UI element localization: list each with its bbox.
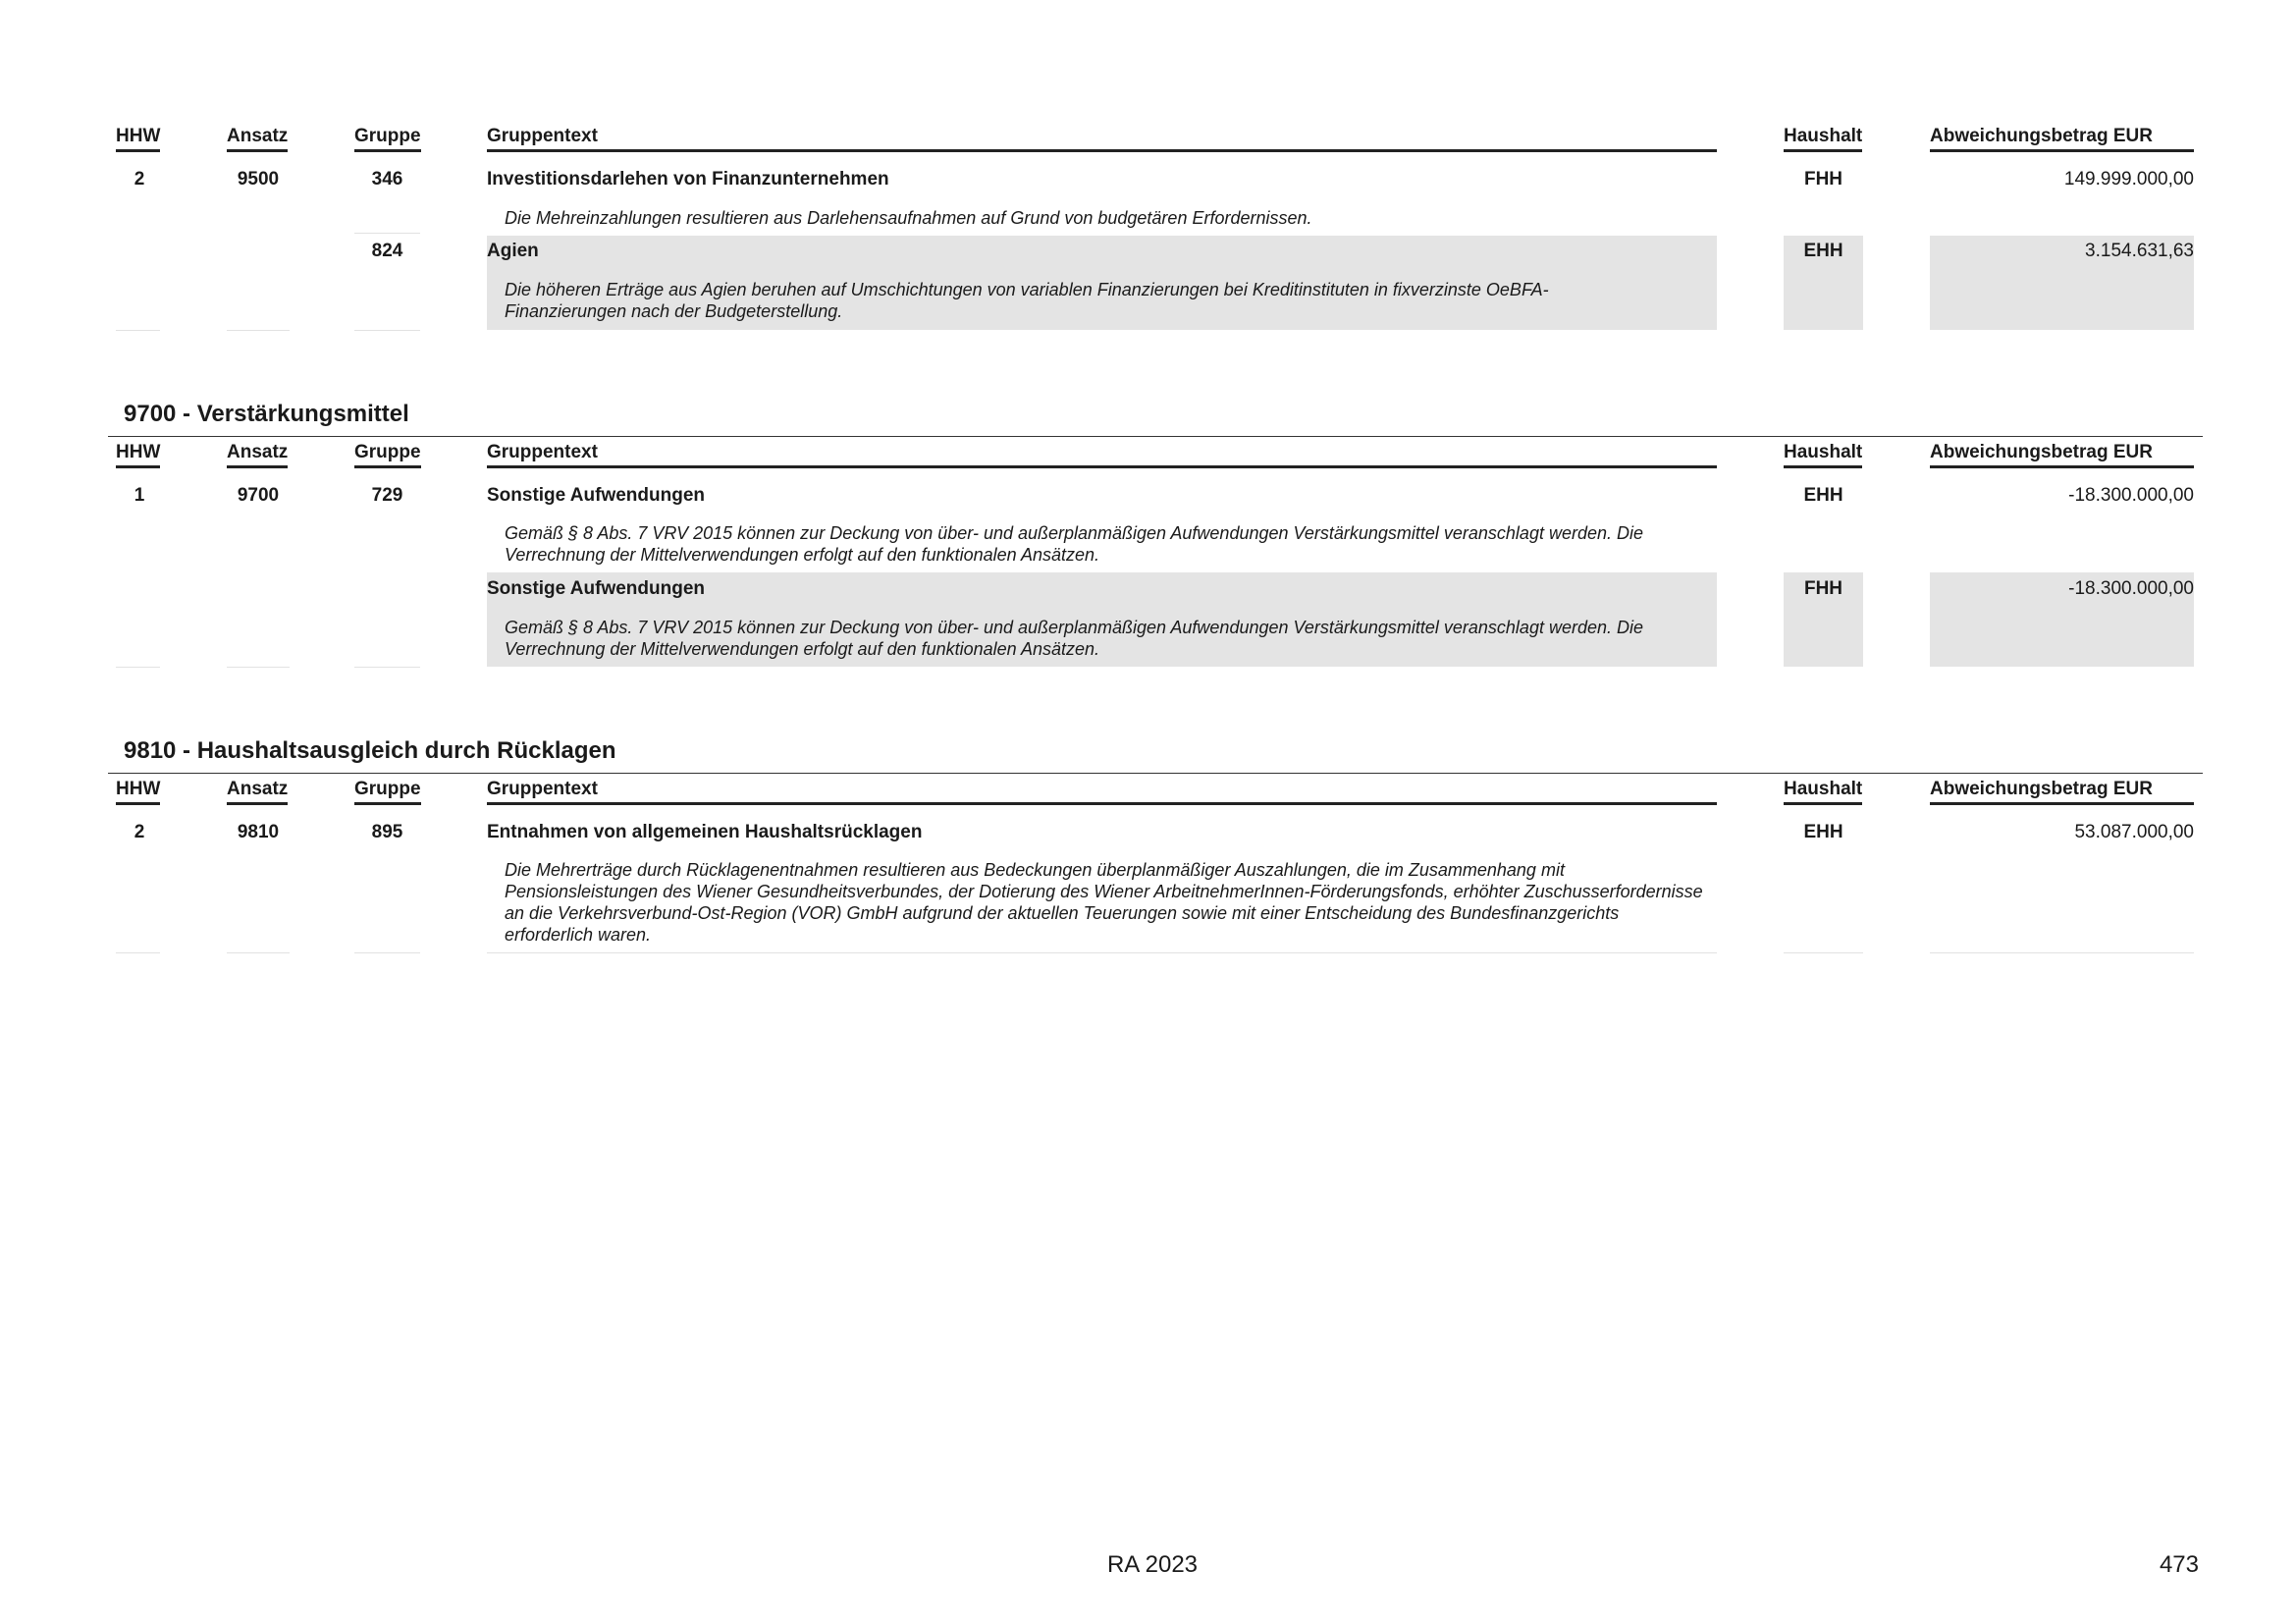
row-ansatz: 9810 [237, 822, 280, 842]
header-gruppentext: Gruppentext [487, 126, 1717, 152]
section-title: 9700 - Verstärkungsmittel [124, 401, 409, 427]
header-haushalt: Haushalt [1784, 442, 1862, 468]
row-divider [116, 952, 160, 953]
row-title: Agien [487, 241, 539, 261]
row-haushalt: EHH [1803, 485, 1843, 506]
header-ansatz: Ansatz [227, 779, 288, 805]
row-haushalt: EHH [1803, 822, 1843, 842]
section-9810 [108, 737, 2203, 963]
row-hhw: 1 [133, 485, 145, 506]
row-gruppe: 895 [371, 822, 403, 842]
row-divider [116, 667, 160, 668]
row-divider [354, 330, 420, 331]
row-divider [354, 233, 420, 234]
row-title: Investitionsdarlehen von Finanzunternehmen [487, 169, 889, 189]
row-betrag: 149.999.000,00 [2063, 169, 2194, 189]
row-ansatz: 9500 [237, 169, 280, 189]
header-betrag: Abweichungsbetrag EUR [1930, 442, 2194, 468]
row-divider [227, 330, 290, 331]
header-gruppe: Gruppe [354, 779, 421, 805]
row-description: Die höheren Erträge aus Agien beruhen auf Umschichtungen von variablen Finanzierungen bei Kreditinstituten in fixverzinste OeBFA-Finanzierungen nach der Budgeterstellung. [505, 280, 1549, 321]
row-divider [354, 667, 420, 668]
row-haushalt: EHH [1803, 241, 1843, 261]
page-number: 473 [2159, 1551, 2199, 1578]
header-betrag: Abweichungsbetrag EUR [1930, 779, 2194, 805]
row-title: Sonstige Aufwendungen [487, 578, 706, 599]
row-divider [1784, 952, 1863, 953]
header-haushalt: Haushalt [1784, 779, 1862, 805]
row-description: Die Mehrerträge durch Rücklagenentnahmen resultieren aus Bedeckungen überplanmäßiger Auszahlungen, die im Zusammenhang mit Pensionsleistungen des Wiener Gesundheitsverbundes, der Dotierung des Wiener ArbeitnehmerInnen-Förderungsfonds, erhöhter Zuschusserfordernisse an die Verkehrsverbund-Ost-Region (VOR) GmbH aufgrund der aktuellen Teuerungen sowie mit einer Entscheidung des Bundesfinanzgerichts erforderlich waren. [505, 860, 1703, 945]
header-betrag: Abweichungsbetrag EUR [1930, 126, 2194, 152]
section-9700 [108, 401, 2203, 676]
header-hhw: HHW [116, 442, 160, 468]
header-ansatz: Ansatz [227, 442, 288, 468]
row-gruppe: 729 [371, 485, 403, 506]
header-gruppe: Gruppe [354, 126, 421, 152]
row-divider [354, 952, 420, 953]
row-hhw: 2 [133, 169, 145, 189]
header-hhw: HHW [116, 126, 160, 152]
row-haushalt: FHH [1803, 578, 1843, 599]
header-gruppentext: Gruppentext [487, 442, 1717, 468]
row-ansatz: 9700 [237, 485, 280, 506]
row-gruppe: 824 [371, 241, 403, 261]
row-divider [227, 952, 290, 953]
header-gruppe: Gruppe [354, 442, 421, 468]
row-haushalt: FHH [1803, 169, 1843, 189]
row-divider [487, 952, 1717, 953]
section-9500 [108, 126, 2203, 342]
header-ansatz: Ansatz [227, 126, 288, 152]
row-title: Entnahmen von allgemeinen Haushaltsrücklagen [487, 822, 923, 842]
footer-document-label: RA 2023 [1106, 1551, 1199, 1578]
row-betrag: -18.300.000,00 [2068, 578, 2194, 599]
row-betrag: 53.087.000,00 [2074, 822, 2194, 842]
header-hhw: HHW [116, 779, 160, 805]
row-betrag: 3.154.631,63 [2085, 241, 2194, 261]
row-description: Gemäß § 8 Abs. 7 VRV 2015 können zur Deckung von über- und außerplanmäßigen Aufwendungen Verstärkungsmittel veranschlagt werden. Die Verrechnung der Mittelverwendungen erfolgt auf den funktionalen Ansätzen. [505, 523, 1643, 565]
row-description: Gemäß § 8 Abs. 7 VRV 2015 können zur Deckung von über- und außerplanmäßigen Aufwendungen Verstärkungsmittel veranschlagt werden. Die Verrechnung der Mittelverwendungen erfolgt auf den funktionalen Ansätzen. [505, 618, 1643, 659]
section-divider [108, 436, 2203, 437]
row-description: Die Mehreinzahlungen resultieren aus Darlehensaufnahmen auf Grund von budgetären Erfordernissen. [505, 208, 1312, 228]
row-betrag: -18.300.000,00 [2068, 485, 2194, 506]
row-divider [116, 330, 160, 331]
header-haushalt: Haushalt [1784, 126, 1862, 152]
section-title: 9810 - Haushaltsausgleich durch Rücklagen [124, 737, 616, 764]
row-title: Sonstige Aufwendungen [487, 485, 706, 506]
row-divider [227, 667, 290, 668]
row-hhw: 2 [133, 822, 145, 842]
row-divider [1930, 952, 2194, 953]
row-gruppe: 346 [371, 169, 403, 189]
header-gruppentext: Gruppentext [487, 779, 1717, 805]
section-divider [108, 773, 2203, 774]
